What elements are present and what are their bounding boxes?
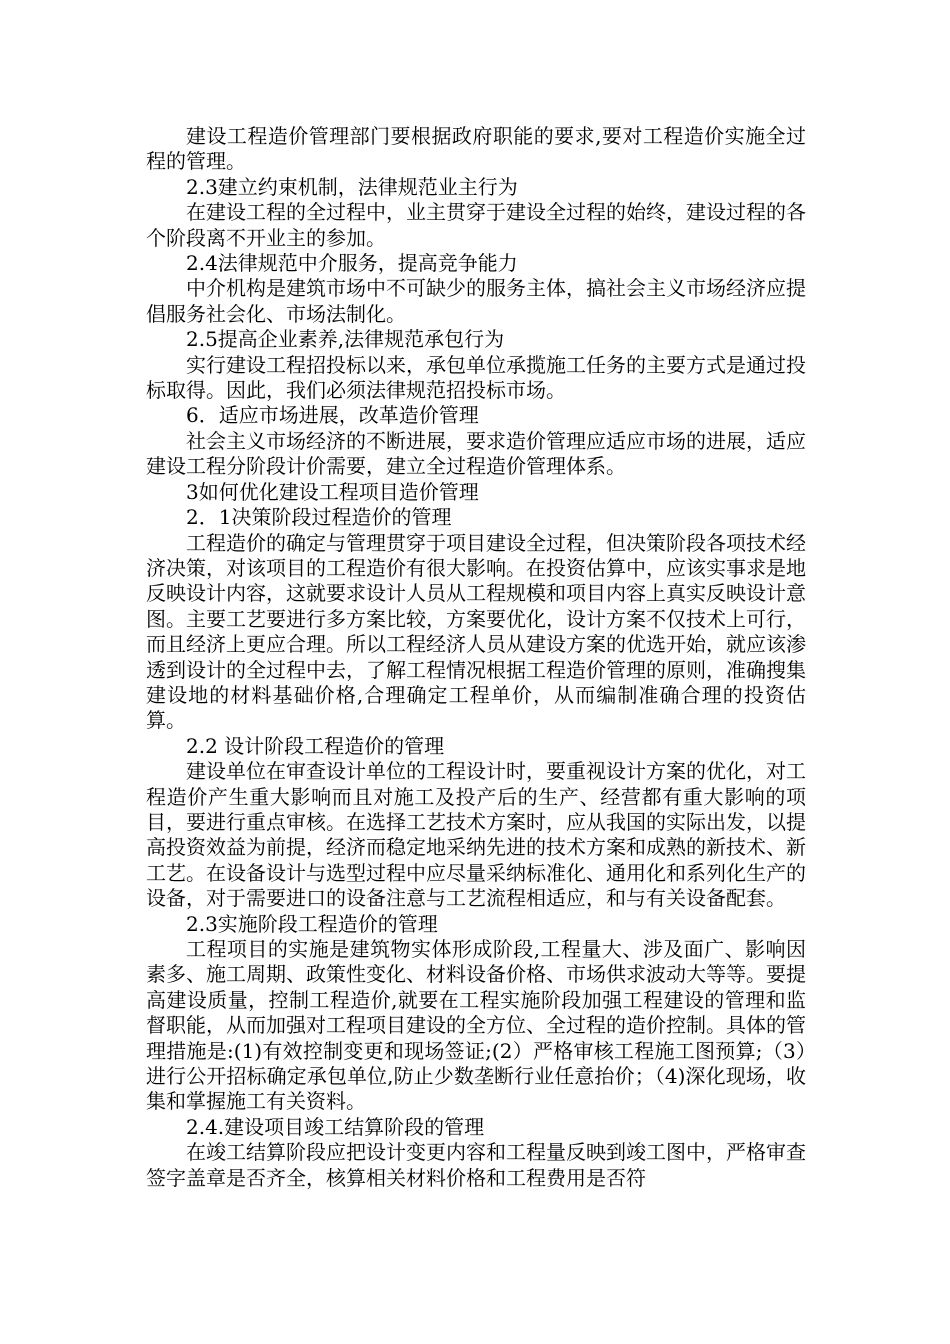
heading-2-4-completion: 2.4.建设项目竣工结算阶段的管理 <box>186 1114 485 1139</box>
heading-2-2-design: 2.2 设计阶段工程造价的管理 <box>186 733 445 758</box>
heading-2-3-implementation: 2.3实施阶段工程造价的管理 <box>186 911 438 936</box>
heading-6-market: 6．适应市场进展，改革造价管理 <box>186 403 479 428</box>
heading-2-1-decision: 2．1决策阶段过程造价的管理 <box>186 505 452 530</box>
para-bidding: 实行建设工程招投标以来，承包单位承揽施工任务的主要方式是通过投标取得。因此，我们必须法律规范招投标市场。 <box>146 352 806 403</box>
document-body <box>146 124 806 1191</box>
para-implementation: 工程项目的实施是建筑物实体形成阶段,工程量大、涉及面广、影响因素多、施工周期、政策性变化、材料设备价格、市场供求波动大等等。要提高建设质量，控制工程造价,就要在工程实施阶段加强工程建设的管理和监督职能，从而加强对工程项目建设的全方位、全过程的造价控制。具体的管理措施是:(1)有效控制变更和现场签证;(2）严格审核工程施工图预算;（3）进行公开招标确定承包单位,防止少数垄断行业任意抬价；（4)深化现场，收集和掌握施工有关资料。 <box>146 937 806 1114</box>
heading-3-optimize: 3如何优化建设工程项目造价管理 <box>186 479 479 504</box>
heading-2-3-constraint: 2.3建立约束机制，法律规范业主行为 <box>186 174 518 199</box>
heading-2-4-intermediary: 2.4法律规范中介服务，提高竞争能力 <box>186 251 518 276</box>
para-design: 建设单位在审查设计单位的工程设计时，要重视设计方案的优化，对工程造价产生重大影响而且对施工及投产后的生产、经营都有重大影响的项目，要进行重点审核。在选择工艺技术方案时，应从我国的实际出发，以提高投资效益为前提，经济而稳定地采纳先进的技术方案和成熟的新技术、新工艺。在设备设计与选型过程中应尽量采纳标准化、通用化和系列化生产的设备，对于需要进口的设备注意与工艺流程相适应，和与有关设备配套。 <box>146 759 806 911</box>
para-owner: 在建设工程的全过程中，业主贯穿于建设全过程的始终，建设过程的各个阶段离不开业主的参加。 <box>146 200 806 250</box>
para-intermediary: 中介机构是建筑市场中不可缺少的服务主体，搞社会主义市场经济应提倡服务社会化、市场法制化。 <box>146 276 806 326</box>
para-intro: 建设工程造价管理部门要根据政府职能的要求,要对工程造价实施全过程的管理。 <box>146 124 806 174</box>
para-decision: 工程造价的确定与管理贯穿于项目建设全过程，但决策阶段各项技术经济决策，对该项目的工程造价有很大影响。在投资估算中，应该实事求是地反映设计内容，这就要求设计人员从工程规模和项目内容上真实反映设计意图。主要工艺要进行多方案比较，方案要优化，设计方案不仅技术上可行，而且经济上更应合理。所以工程经济人员从建设方案的优选开始，就应该渗透到设计的全过程中去，了解工程情况根据工程造价管理的原则，准确搜集建设地的材料基础价格,合理确定工程单价，从而编制准确合理的投资估算。 <box>146 530 806 733</box>
para-market: 社会主义市场经济的不断进展，要求造价管理应适应市场的进展，适应建设工程分阶段计价需要，建立全过程造价管理体系。 <box>146 428 806 479</box>
para-completion: 在竣工结算阶段应把设计变更内容和工程量反映到竣工图中，严格审查签字盖章是否齐全，核算相关材料价格和工程费用是否符 <box>146 1140 806 1190</box>
heading-2-5-enterprise: 2.5提高企业素养,法律规范承包行为 <box>186 327 505 352</box>
